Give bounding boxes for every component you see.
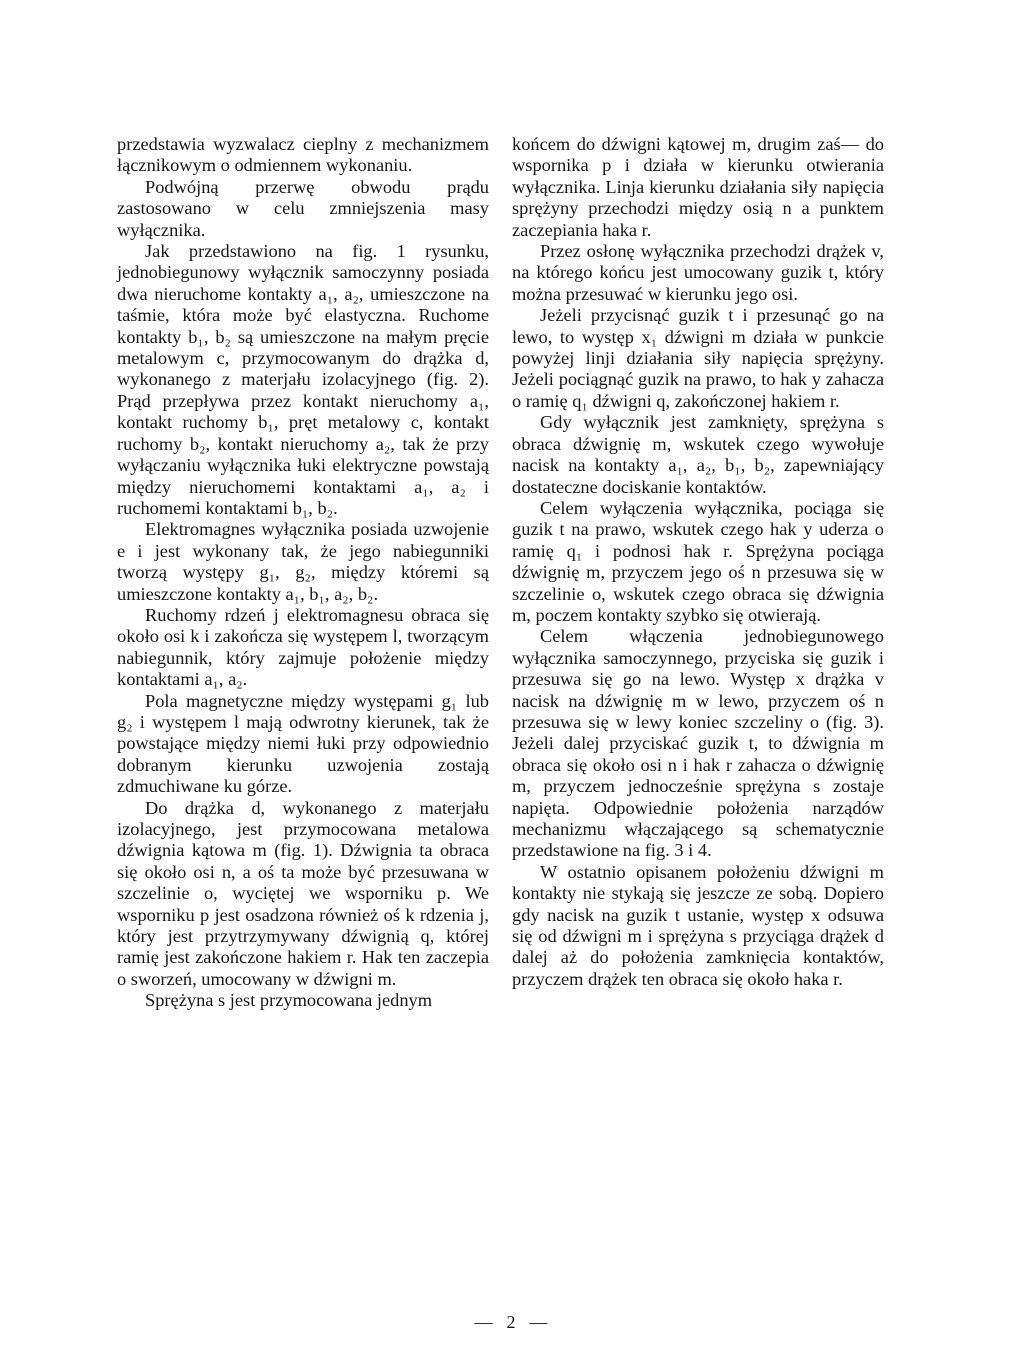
paragraph: Jak przedstawiono na fig. 1 rysunku, jednobiegunowy wyłącznik samoczynny posiada dwa nieruchome kontakty a₁, a₂, umieszczone na taśmie, która może być elastyczna. Ruchome kontakty b₁, b₂ są umieszczone na małym pręcie metalowym c, przymocowanym do drążka d, wykonanego z materjału izolacyjnego (fig. 2). Prąd przepływa przez kontakt nieruchomy a₁, kontakt ruchomy b₁, pręt metalowy c, kontakt ruchomy b₂, kontakt nieruchomy a₂, tak że przy wyłączaniu wyłącznika łuki elektryczne powstają między nieruchomemi kontaktami a₁, a₂ i ruchomemi kontaktami b₁, b₂.: [117, 241, 489, 518]
paragraph: Przez osłonę wyłącznika przechodzi drążek v, na którego końcu jest umocowany guzik t, który można przesuwać w kierunku jego osi.: [512, 241, 884, 304]
paragraph: Celem włączenia jednobiegunowego wyłącznika samoczynnego, przyciska się guzik i przesuwa się go na lewo. Występ x drążka v nacisk na dźwignię m w lewo, przyczem oś n przesuwa się w lewy koniec szczeliny o (fig. 3). Jeżeli dalej przyciskać guzik t, to dźwignia m obraca się około osi n i hak r zahacza o dźwignię m, przyczem jednocześnie sprężyna s zostaje napięta. Odpowiednie położenia narządów mechanizmu włączającego są schematycznie przedstawione na fig. 3 i 4.: [512, 626, 884, 861]
page-number-value: 2: [506, 1312, 518, 1332]
paragraph: Pola magnetyczne między występami g₁ lub g₂ i występem l mają odwrotny kierunek, tak że powstające między niemi łuki przy odpowiednio dobranym kierunku uzwojenia zostają zdmuchiwane ku górze.: [117, 690, 489, 797]
paragraph: Podwójną przerwę obwodu prądu zastosowano w celu zmniejszenia masy wyłącznika.: [117, 176, 489, 240]
paragraph: Celem wyłączenia wyłącznika, pociąga się guzik t na prawo, wskutek czego hak y uderza o ramię q₁ i podnosi hak r. Sprężyna pociąga dźwignię m, przyczem jego oś n przesuwa się w szczelinie o, wskutek czego obraca się dźwignia m, poczem kontakty szybko się otwierają.: [512, 497, 884, 625]
paragraph: W ostatnio opisanem położeniu dźwigni m kontakty nie stykają się jeszcze ze sobą. Dopiero gdy nacisk na guzik t ustanie, występ x odsuwa się od dźwigni m i sprężyna s przyciąga drążek d dalej aż do położenia zamknięcia kontaktów, przyczem drążek ten obraca się około haka r.: [512, 861, 884, 989]
paragraph: Ruchomy rdzeń j elektromagnesu obraca się około osi k i zakończa się występem l, tworzącym nabiegunnik, który zajmuje położenie między kontaktami a₁, a₂.: [117, 604, 489, 690]
paragraph: Gdy wyłącznik jest zamknięty, sprężyna s obraca dźwignię m, wskutek czego wywołuje nacisk na kontakty a₁, a₂, b₁, b₂, zapewniający dostateczne dociskanie kontaktów.: [512, 412, 884, 497]
page-number-dash-left: —: [474, 1312, 495, 1332]
paragraph: przedstawia wyzwalacz cieplny z mechanizmem łącznikowym o odmiennem wykonaniu.: [117, 134, 489, 176]
page-number: [0, 1312, 1024, 1333]
page-number-dash-right: —: [529, 1312, 550, 1332]
paragraph: Do drążka d, wykonanego z materjału izolacyjnego, jest przymocowana metalowa dźwignia kątowa m (fig. 1). Dźwignia ta obraca się około osi n, a oś ta może być przesuwana w szczelinie o, wyciętej we wsporniku p. We wsporniku p jest osadzona również oś k rdzenia j, który jest przytrzymywany dźwignią q, której ramię jest zakończone hakiem r. Hak ten zaczepia o sworzeń, umocowany w dźwigni m.: [117, 797, 489, 989]
paragraph: Elektromagnes wyłącznika posiada uzwojenie e i jest wykonany tak, że jego nabiegunniki tworzą występy g₁, g₂, między któremi są umieszczone kontakty a₁, b₁, a₂, b₂.: [117, 519, 489, 604]
text-column-right: [512, 134, 884, 990]
text-column-left: [117, 134, 489, 1012]
paragraph: Sprężyna s jest przymocowana jednym: [145, 990, 433, 1011]
paragraph: Jeżeli przycisnąć guzik t i przesunąć go na lewo, to występ x₁ dźwigni m działa w punkcie powyżej linji działania siły napięcia sprężyny. Jeżeli pociągnąć guzik na prawo, to hak y zahacza o ramię q₁ dźwigni q, zakończonej hakiem r.: [512, 305, 884, 411]
paragraph: końcem do dźwigni kątowej m, drugim zaś— do wspornika p i działa w kierunku otwierania wyłącznika. Linja kierunku działania siły napięcia sprężyny przechodzi między osią n a punktem zaczepiania haka r.: [512, 134, 884, 240]
